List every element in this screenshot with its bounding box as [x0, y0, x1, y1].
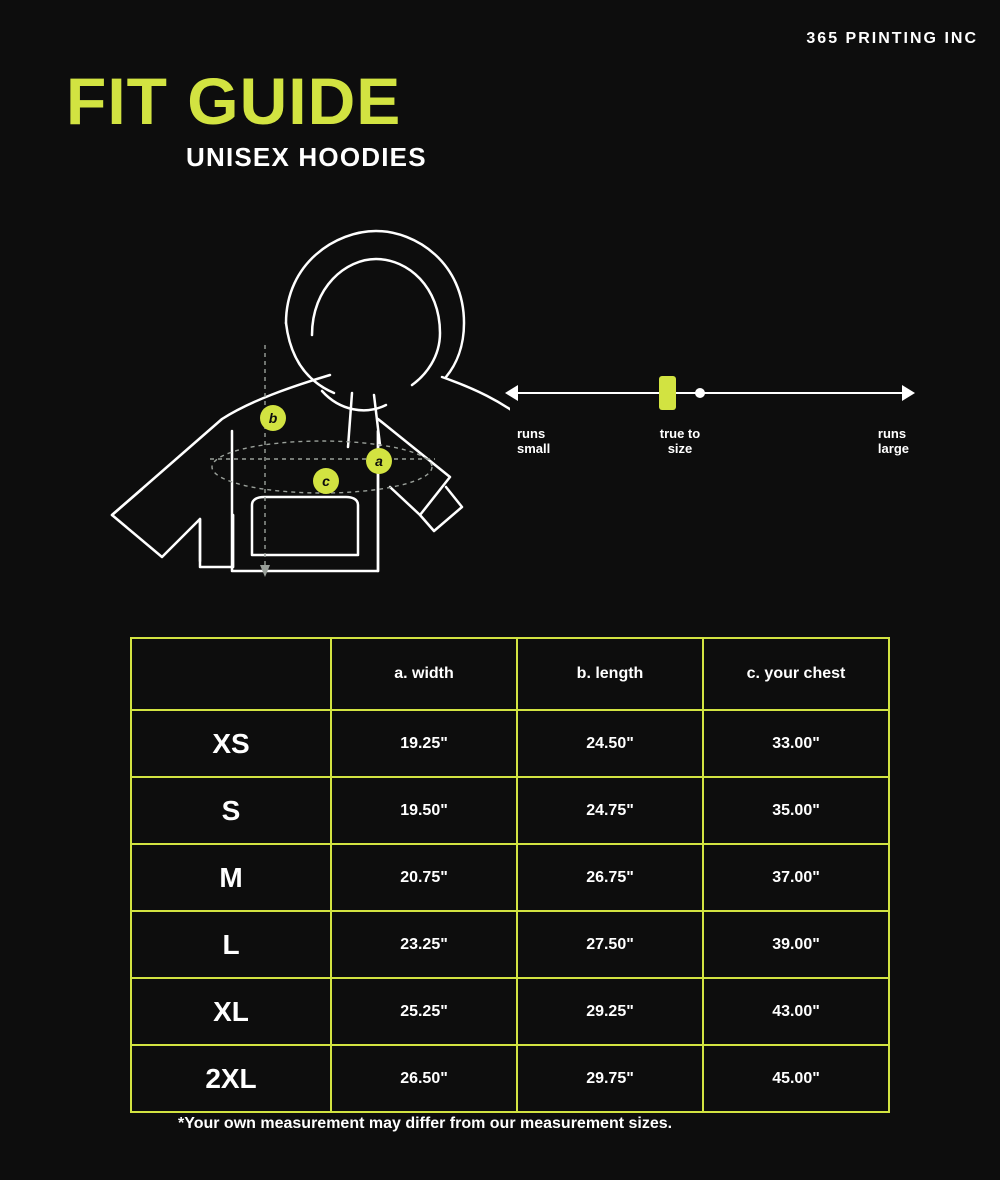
cell-size: S	[131, 777, 331, 844]
table-row	[131, 978, 889, 1045]
cell-chest: 39.00"	[703, 911, 889, 978]
scale-label-true-line2: size	[667, 440, 693, 456]
cell-chest: 33.00"	[703, 710, 889, 777]
cell-chest: 37.00"	[703, 844, 889, 911]
cell-length: 24.50"	[517, 710, 703, 777]
scale-label-true-to-size	[645, 427, 715, 457]
hoodie-illustration	[90, 215, 510, 605]
cell-size: XS	[131, 710, 331, 777]
badge-b: b	[260, 405, 286, 431]
cell-size: XL	[131, 978, 331, 1045]
cell-size: 2XL	[131, 1045, 331, 1112]
brand-name: 365 PRINTING INC	[806, 30, 978, 47]
table-row	[131, 844, 889, 911]
scale-label-runs-small	[517, 427, 550, 457]
badge-c: c	[313, 468, 339, 494]
table-row	[131, 1045, 889, 1112]
cell-length: 26.75"	[517, 844, 703, 911]
cell-chest: 45.00"	[703, 1045, 889, 1112]
cell-length: 27.50"	[517, 911, 703, 978]
cell-width: 19.25"	[331, 710, 517, 777]
cell-size: L	[131, 911, 331, 978]
scale-label-runs-large-line1: runs	[877, 426, 907, 441]
badge-a: a	[366, 448, 392, 474]
cell-width: 23.25"	[331, 911, 517, 978]
scale-marker	[659, 376, 676, 410]
cell-chest: 43.00"	[703, 978, 889, 1045]
scale-label-runs-large	[878, 427, 909, 457]
cell-length: 29.25"	[517, 978, 703, 1045]
table-row	[131, 710, 889, 777]
scale-label-true-line1: true to	[659, 426, 701, 441]
fit-scale	[505, 365, 915, 465]
table-row	[131, 911, 889, 978]
column-header-chest: c. your chest	[703, 638, 889, 710]
page-title: FIT GUIDE	[66, 64, 402, 138]
cell-width: 20.75"	[331, 844, 517, 911]
cell-width: 26.50"	[331, 1045, 517, 1112]
cell-width: 25.25"	[331, 978, 517, 1045]
column-header-size	[131, 638, 331, 710]
footnote: *Your own measurement may differ from our measurement sizes.	[178, 1115, 673, 1132]
table-header-row	[131, 638, 889, 710]
cell-chest: 35.00"	[703, 777, 889, 844]
cell-length: 24.75"	[517, 777, 703, 844]
cell-size: M	[131, 844, 331, 911]
scale-label-runs-large-line2: large	[877, 440, 909, 456]
column-header-width: a. width	[331, 638, 517, 710]
cell-width: 19.50"	[331, 777, 517, 844]
scale-dot	[695, 388, 705, 398]
page-subtitle: UNISEX HOODIES	[186, 142, 427, 172]
cell-length: 29.75"	[517, 1045, 703, 1112]
scale-label-runs-small-line1: runs	[517, 426, 546, 441]
scale-line	[515, 392, 905, 394]
scale-label-runs-small-line2: small	[517, 440, 551, 456]
size-table	[130, 637, 890, 1113]
size-chart	[130, 637, 888, 1113]
table-row	[131, 777, 889, 844]
column-header-length: b. length	[517, 638, 703, 710]
